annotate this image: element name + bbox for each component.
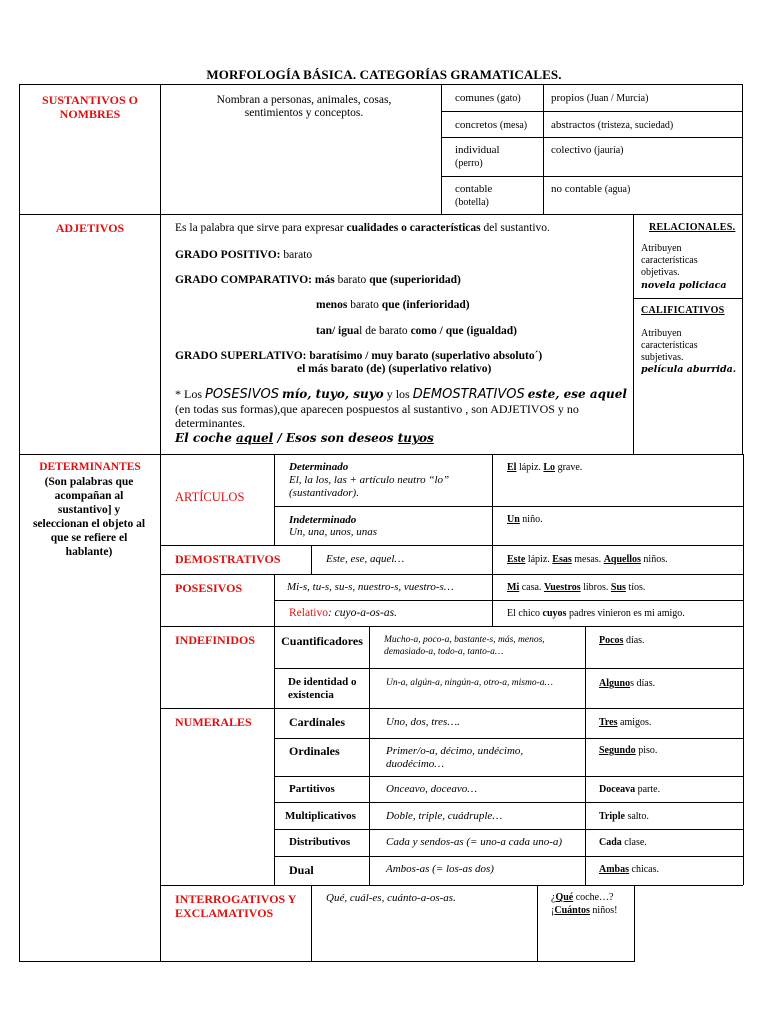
identidad-ex: Algunos días. [599, 678, 656, 689]
interrogativos-ex1: ¿Qué coche…? [551, 892, 614, 903]
determinantes-label: DETERMINANTES [39, 461, 141, 473]
divider [369, 626, 370, 885]
divider [160, 545, 743, 546]
divider [274, 856, 743, 857]
identidad-forms: Un-a, algún-a, ningún-a, otro-a, mismo-a… [386, 678, 553, 688]
divider [537, 885, 538, 962]
adjetivos-ejemplo: El coche aquel / Esos son deseos tuyos [175, 431, 434, 445]
numeral-forms: Ambos-as (= los-as dos) [386, 863, 494, 875]
type-abstractos: abstractos (tristeza, suciedad) [551, 119, 674, 131]
determinantes-desc: (Son palabras que acompañan al sustantivo] y seleccionan el objeto al que se refiere el hablante) [32, 476, 146, 558]
divider [492, 545, 493, 574]
numeral-forms: Cada y sendos-as (= uno-a cada uno-a) [386, 836, 563, 848]
divider [633, 298, 743, 299]
relacionales-ex: novela policiaca [641, 280, 727, 291]
numerales-label: NUMERALES [175, 715, 252, 729]
divider [543, 84, 544, 215]
determinado-ex: El lápiz. Lo grave. [507, 462, 583, 473]
divider [633, 214, 634, 455]
indeterminado-ex: Un niño. [507, 514, 543, 525]
calificativos-ex: película aburrida. [641, 364, 737, 375]
relacionales-desc: Atribuyen características objetivas. [641, 243, 698, 278]
numeral-name: Multiplicativos [285, 810, 356, 822]
numeral-name: Distributivos [289, 836, 351, 848]
interrogativos-forms: Qué, cuál-es, cuánto-a-os-as. [326, 892, 456, 904]
divider [274, 454, 275, 545]
adjetivos-intro: Es la palabra que sirve para expresar cualidades o características del sustantivo. [175, 222, 550, 234]
numeral-forms: Primer/o-a, décimo, undécimo, duodécimo… [386, 745, 524, 770]
divider [743, 454, 744, 885]
determinado-title: Determinado [289, 461, 349, 473]
relativo: Relativo: cuyo-a-os-as. [289, 607, 397, 619]
cuantificadores-ex: Pocos días. [599, 635, 645, 646]
numeral-ex: Doceava parte. [599, 784, 661, 795]
interrogativos-label: INTERROGATIVOS Y EXCLAMATIVOS [175, 892, 297, 920]
sustantivos-label: SUSTANTIVOS O NOMBRES [42, 93, 138, 121]
interrogativos-ex2: ¡Cuántos niños! [551, 905, 618, 916]
divider [160, 84, 161, 215]
divider [441, 176, 743, 177]
sustantivos-definition: Nombran a personas, animales, cosas, sentimientos y conceptos. [216, 94, 392, 119]
type-individual: individual (perro) [455, 144, 500, 169]
cuantificadores-forms: Mucho-a, poco-a, bastante-s, más, menos, demasiado-a, todo-a, tanto-a… [384, 635, 545, 657]
indeterminado-desc: Un, una, unos, unas [289, 526, 378, 538]
divider [311, 545, 312, 574]
type-propios: propios (Juan / Murcia) [551, 92, 649, 104]
indefinidos-label: INDEFINIDOS [175, 633, 256, 647]
divider [160, 574, 743, 575]
divider [634, 885, 635, 962]
relacionales-label: RELACIONALES. [649, 222, 736, 233]
calificativos-label: CALIFICATIVOS [641, 305, 725, 316]
numeral-forms: Doble, triple, cuádruple… [386, 810, 503, 822]
numeral-ex: Cada clase. [599, 837, 647, 848]
numeral-name: Cardinales [289, 715, 346, 729]
demostrativos-forms: Este, ese, aquel… [326, 553, 405, 565]
calificativos-desc: Atribuyen características subjetivas. [641, 328, 698, 363]
numeral-name: Dual [289, 863, 314, 877]
numeral-forms: Onceavo, doceavo… [386, 783, 478, 795]
divider [274, 600, 743, 601]
page-title: MORFOLOGÍA BÁSICA. CATEGORÍAS GRAMATICALES. [206, 67, 562, 82]
indeterminado-title: Indeterminado [289, 514, 357, 526]
relativo-ex: El chico cuyos padres vinieron es mi amigo. [507, 608, 685, 619]
divider [274, 776, 743, 777]
numeral-name: Partitivos [289, 783, 335, 795]
demostrativos-ex: Este lápiz. Esas mesas. Aquellos niños. [507, 554, 668, 565]
grado-positivo: GRADO POSITIVO: barato [175, 249, 313, 261]
type-colectivo: colectivo (jauría) [551, 144, 624, 156]
demostrativos-label: DEMOSTRATIVOS [175, 552, 281, 566]
divider [311, 885, 312, 962]
divider [274, 738, 743, 739]
numeral-ex: Triple salto. [599, 811, 649, 822]
posesivos-forms: Mi-s, tu-s, su-s, nuestro-s, vuestro-s… [287, 581, 454, 593]
comparativo-igualdad: tan/ igual de barato como / que (igualdad) [316, 325, 517, 337]
posesivos-ex: Mi casa. Vuestros libros. Sus tíos. [507, 582, 646, 593]
numeral-forms: Uno, dos, tres…. [386, 716, 460, 728]
articulos-label: ARTÍCULOS [175, 490, 245, 504]
numeral-ex: Ambas chicas. [599, 864, 660, 875]
divider [585, 626, 586, 885]
type-concretos: concretos (mesa) [455, 119, 528, 131]
divider [160, 626, 743, 627]
identidad-label: De identidad o existencia [288, 676, 357, 701]
divider [274, 626, 275, 885]
divider [274, 802, 743, 803]
divider [274, 506, 743, 507]
grado-comparativo: GRADO COMPARATIVO: más barato que (superioridad) [175, 274, 461, 286]
grado-superlativo: GRADO SUPERLATIVO: baratísimo / muy barato (superlativo absoluto´) [175, 350, 543, 362]
type-no-contable: no contable (agua) [551, 183, 631, 195]
divider [441, 84, 442, 215]
type-comunes: comunes (gato) [455, 92, 521, 104]
cuantificadores-label: Cuantificadores [281, 634, 363, 648]
divider [19, 961, 635, 962]
divider [160, 885, 743, 886]
numeral-name: Ordinales [289, 744, 340, 758]
divider [160, 214, 161, 455]
divider [492, 454, 493, 545]
type-contable: contable (botella) [455, 183, 493, 208]
superlativo-relativo: el más barato (de) (superlativo relativo) [297, 363, 492, 375]
divider [160, 708, 743, 709]
numeral-ex: Segundo piso. [599, 745, 658, 756]
divider [441, 137, 743, 138]
posesivos-label: POSESIVOS [175, 581, 243, 595]
determinado-desc: El, la los, las + artículo neutro “lo” (sustantivador). [289, 474, 450, 499]
numeral-ex: Tres amigos. [599, 717, 652, 728]
adjetivos-label: ADJETIVOS [55, 221, 125, 235]
divider [274, 668, 743, 669]
adjetivos-nota: * Los POSESIVOS mío, tuyo, suyo y los DEMOSTRATIVOS este, ese aquel (en todas sus formas),que aparecen pospuestos al sustantivo , son ADJETIVOS y no determinantes. [175, 387, 627, 430]
divider [441, 111, 743, 112]
divider [274, 829, 743, 830]
comparativo-inferioridad: menos barato que (inferioridad) [316, 299, 470, 311]
